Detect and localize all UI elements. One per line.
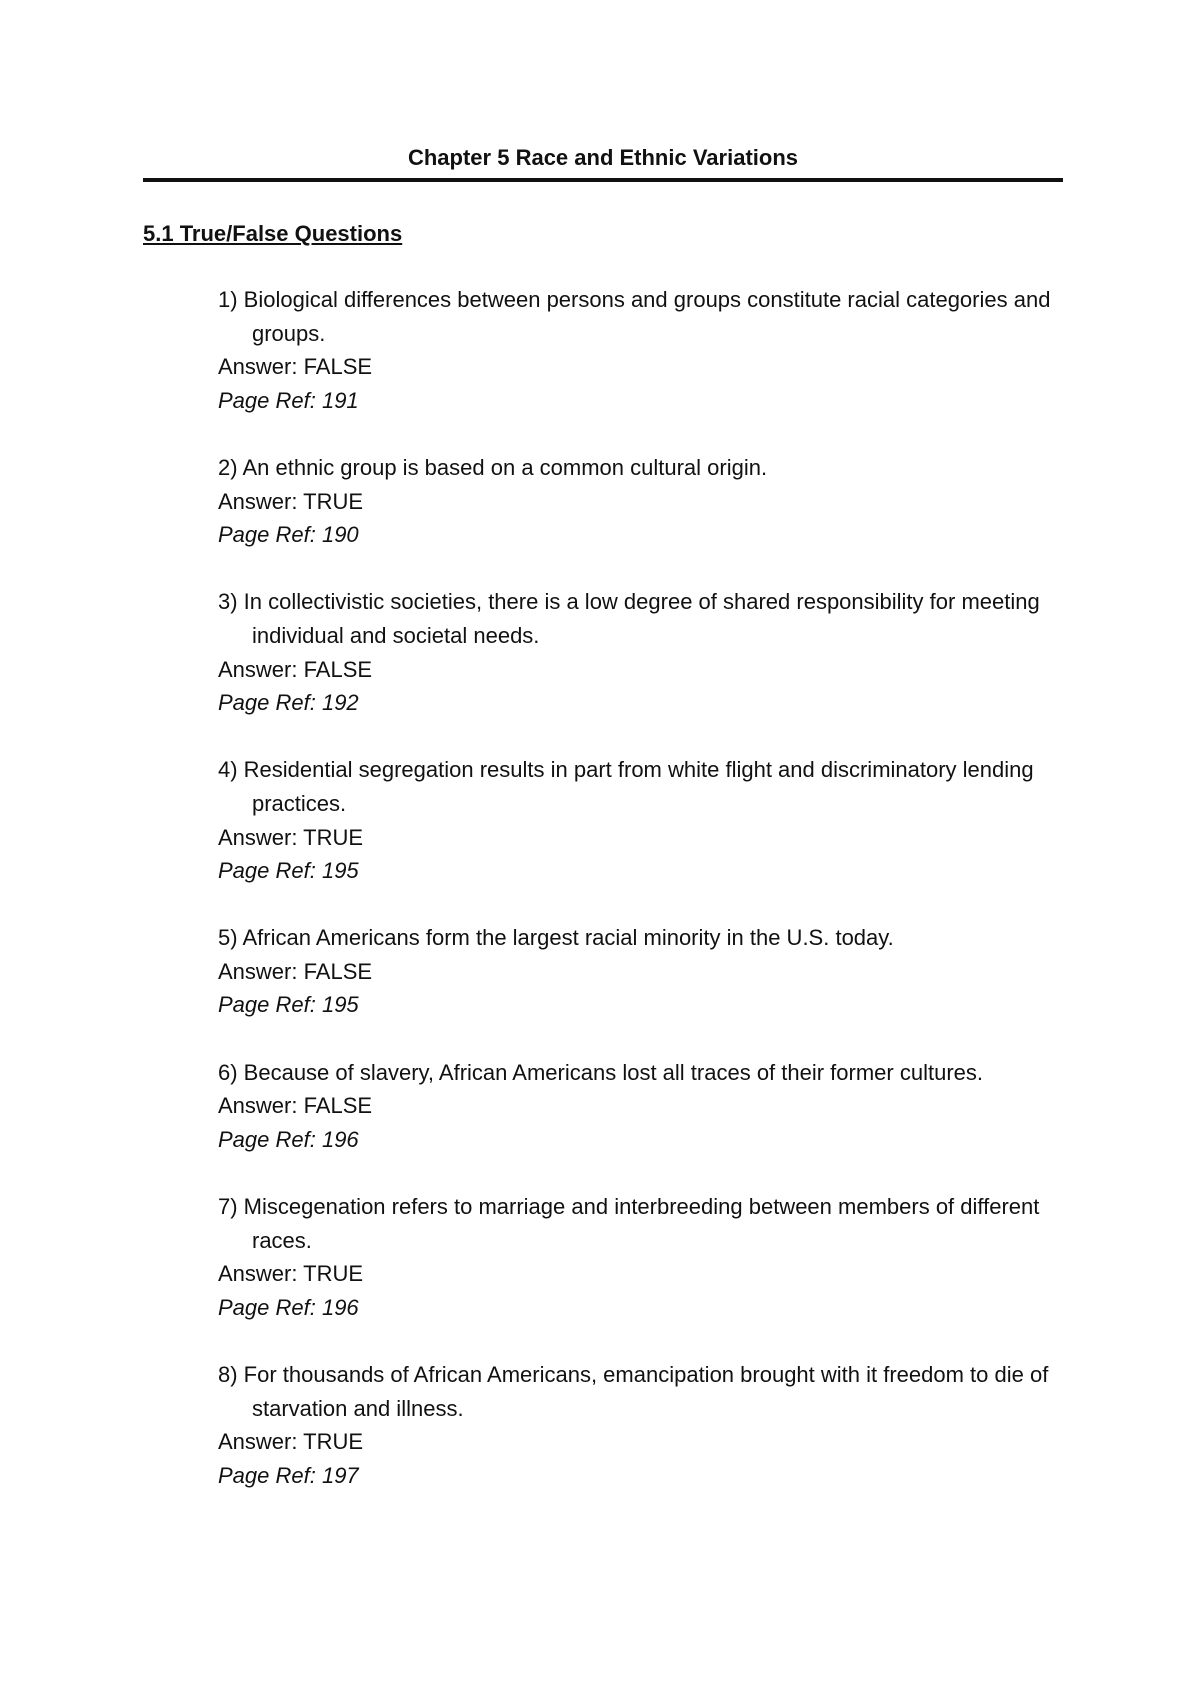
question-page-ref: Page Ref: 195	[218, 858, 359, 884]
question-answer: Answer: FALSE	[218, 354, 373, 380]
page-title: Chapter 5 Race and Ethnic Variations	[407, 145, 798, 170]
question-item	[218, 451, 1078, 552]
question-answer: Answer: FALSE	[218, 656, 373, 682]
question-item	[218, 283, 1078, 417]
question-page-ref: Page Ref: 195	[218, 992, 359, 1018]
section-heading: 5.1 True/False Questions	[143, 221, 403, 246]
question-page-ref: Page Ref: 192	[218, 690, 359, 716]
question-text: 5) African Americans form the largest racial minority in the U.S. today.	[218, 925, 894, 951]
question-text: 7) Miscegenation refers to marriage and interbreeding between members of different races.	[218, 1194, 1040, 1253]
question-item	[218, 1358, 1078, 1492]
question-list	[218, 283, 1078, 1492]
question-page-ref: Page Ref: 196	[218, 1294, 359, 1320]
question-page-ref: Page Ref: 197	[218, 1462, 359, 1488]
question-text: 6) Because of slavery, African Americans lost all traces of their former cultures.	[218, 1059, 984, 1085]
question-item	[218, 753, 1078, 887]
question-answer: Answer: TRUE	[218, 824, 364, 850]
question-text: 2) An ethnic group is based on a common cultural origin.	[218, 454, 768, 480]
question-text: 4) Residential segregation results in part from white flight and discriminatory lending practices.	[218, 757, 1034, 816]
question-answer: Answer: TRUE	[218, 1429, 364, 1455]
question-answer: Answer: TRUE	[218, 1261, 364, 1287]
question-answer: Answer: FALSE	[218, 958, 373, 984]
title-divider	[143, 178, 1063, 182]
question-text: 3) In collectivistic societies, there is a low degree of shared responsibility for meeting individual and societal needs.	[218, 589, 1040, 648]
question-item	[218, 1190, 1078, 1324]
question-page-ref: Page Ref: 191	[218, 387, 359, 413]
question-text: 1) Biological differences between persons and groups constitute racial categories and groups.	[218, 287, 1051, 346]
question-answer: Answer: TRUE	[218, 488, 364, 514]
question-item	[218, 921, 1078, 1022]
question-item	[218, 585, 1078, 719]
question-page-ref: Page Ref: 196	[218, 1126, 359, 1152]
question-answer: Answer: FALSE	[218, 1093, 373, 1119]
question-text: 8) For thousands of African Americans, emancipation brought with it freedom to die of starvation and illness.	[218, 1362, 1049, 1421]
question-item	[218, 1056, 1078, 1157]
question-page-ref: Page Ref: 190	[218, 522, 359, 548]
